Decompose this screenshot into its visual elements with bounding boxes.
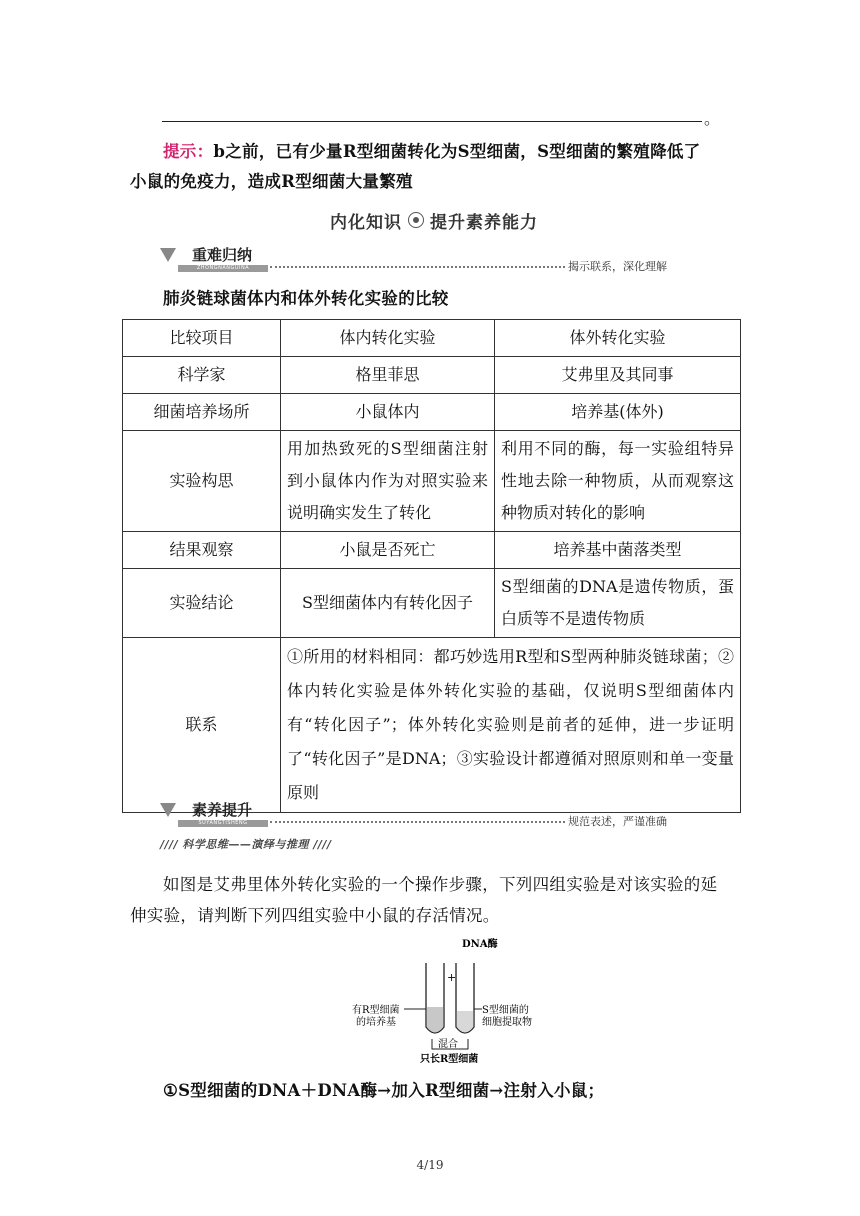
table-cell: 培养基中菌落类型 xyxy=(495,532,741,569)
question-line-2: 伸实验，请判断下列四组实验中小鼠的存活情况。 xyxy=(130,906,500,925)
header-cell: 体内转化实验 xyxy=(281,320,495,357)
section-note: 规范表述，严谨准确 xyxy=(568,815,667,828)
section-note: 揭示联系，深化理解 xyxy=(568,260,667,273)
header-cell: 体外转化实验 xyxy=(495,320,741,357)
table-cell: S型细菌体内有转化因子 xyxy=(281,569,495,638)
table-cell: ①所用的材料相同：都巧妙选用R型和S型两种肺炎链球菌；②体内转化实验是体外转化实验的基础，仅说明S型细菌体内有“转化因子”；体外转化实验则是前者的延伸，进一步证明了“转化因子”是DNA；③实验设计都遵循对照原则和单一变量原则 xyxy=(281,638,741,813)
question-line-1: 如图是艾弗里体外转化实验的一个操作步骤，下列四组实验是对该实验的延 xyxy=(163,875,718,894)
table-row xyxy=(123,638,741,813)
page-number: 4/19 xyxy=(416,1158,444,1172)
label-mix: 混合 xyxy=(438,1039,458,1050)
table-row xyxy=(123,569,741,638)
section-header-literacy xyxy=(160,799,667,828)
table-cell: 小鼠体内 xyxy=(281,394,495,431)
label-left-2: 的培养基 xyxy=(356,1017,396,1028)
table-cell: S型细菌的DNA是遗传物质，蛋白质等不是遗传物质 xyxy=(495,569,741,638)
answer-blank-line xyxy=(162,121,702,122)
left-tube-liquid xyxy=(427,1007,444,1033)
table-cell: 用加热致死的S型细菌注射到小鼠体内作为对照实验来说明确实发生了转化 xyxy=(281,431,495,532)
label-right-1: S型细菌的 xyxy=(482,1005,529,1016)
section-banner xyxy=(330,206,570,234)
table-row xyxy=(123,532,741,569)
right-tube-liquid xyxy=(457,1011,474,1033)
table-cell: 实验构思 xyxy=(123,431,281,532)
section-header-key-points xyxy=(160,244,667,273)
triangle-icon xyxy=(160,248,176,262)
section-title: 素养提升 xyxy=(192,801,253,819)
table-cell: 细菌培养场所 xyxy=(123,394,281,431)
table-cell: 格里菲思 xyxy=(281,357,495,394)
hint-paragraph xyxy=(163,137,753,167)
label-left-1: 有R型细菌 xyxy=(352,1005,400,1016)
hatch-left: //// xyxy=(160,838,179,851)
test-tubes-diagram xyxy=(340,935,560,1065)
experiment-figure xyxy=(340,935,560,1065)
label-bottom: 只长R型细菌 xyxy=(420,1054,479,1065)
target-icon xyxy=(408,212,424,228)
table-cell: 实验结论 xyxy=(123,569,281,638)
table-cell: 小鼠是否死亡 xyxy=(281,532,495,569)
header-cell: 比较项目 xyxy=(123,320,281,357)
dotted-leader xyxy=(270,266,565,268)
banner-right: 提升素养能力 xyxy=(430,212,538,233)
dotted-leader xyxy=(270,821,565,823)
hint-line-1: b之前，已有少量R型细菌转化为S型细菌，S型细菌的繁殖降低了 xyxy=(213,142,701,161)
section-pinyin: ZHONGNANGUINA xyxy=(178,265,268,272)
comparison-table xyxy=(122,319,741,813)
table-row xyxy=(123,394,741,431)
plus-sign: + xyxy=(447,971,457,984)
section-pinyin: SUYANGTISHENG xyxy=(178,820,268,827)
experiment-item-1: ①S型细菌的DNA＋DNA酶→加入R型细菌→注射入小鼠； xyxy=(163,1081,605,1100)
sub-heading-text: 科学思维——演绎与推理 xyxy=(182,838,309,851)
label-right-2: 细胞提取物 xyxy=(482,1017,532,1028)
banner-left: 内化知识 xyxy=(330,212,402,233)
triangle-icon xyxy=(160,803,176,817)
table-cell: 利用不同的酶，每一实验组特异性地去除一种物质，从而观察这种物质对转化的影响 xyxy=(495,431,741,532)
table-row xyxy=(123,431,741,532)
table-title: 肺炎链球菌体内和体外转化实验的比较 xyxy=(163,289,449,308)
label-dnase: DNA酶 xyxy=(462,939,498,950)
sub-heading xyxy=(160,836,331,852)
table-cell: 联系 xyxy=(123,638,281,813)
hint-line-2: 小鼠的免疫力，造成R型细菌大量繁殖 xyxy=(130,172,413,191)
hint-label: 提示： xyxy=(163,142,214,161)
table-cell: 结果观察 xyxy=(123,532,281,569)
section-title: 重难归纳 xyxy=(192,246,253,264)
table-cell: 科学家 xyxy=(123,357,281,394)
hatch-right: //// xyxy=(313,838,332,851)
table-cell: 培养基(体外) xyxy=(495,394,741,431)
table-cell: 艾弗里及其同事 xyxy=(495,357,741,394)
period-mark: 。 xyxy=(704,109,721,128)
table-header-row xyxy=(123,320,741,357)
table-row xyxy=(123,357,741,394)
